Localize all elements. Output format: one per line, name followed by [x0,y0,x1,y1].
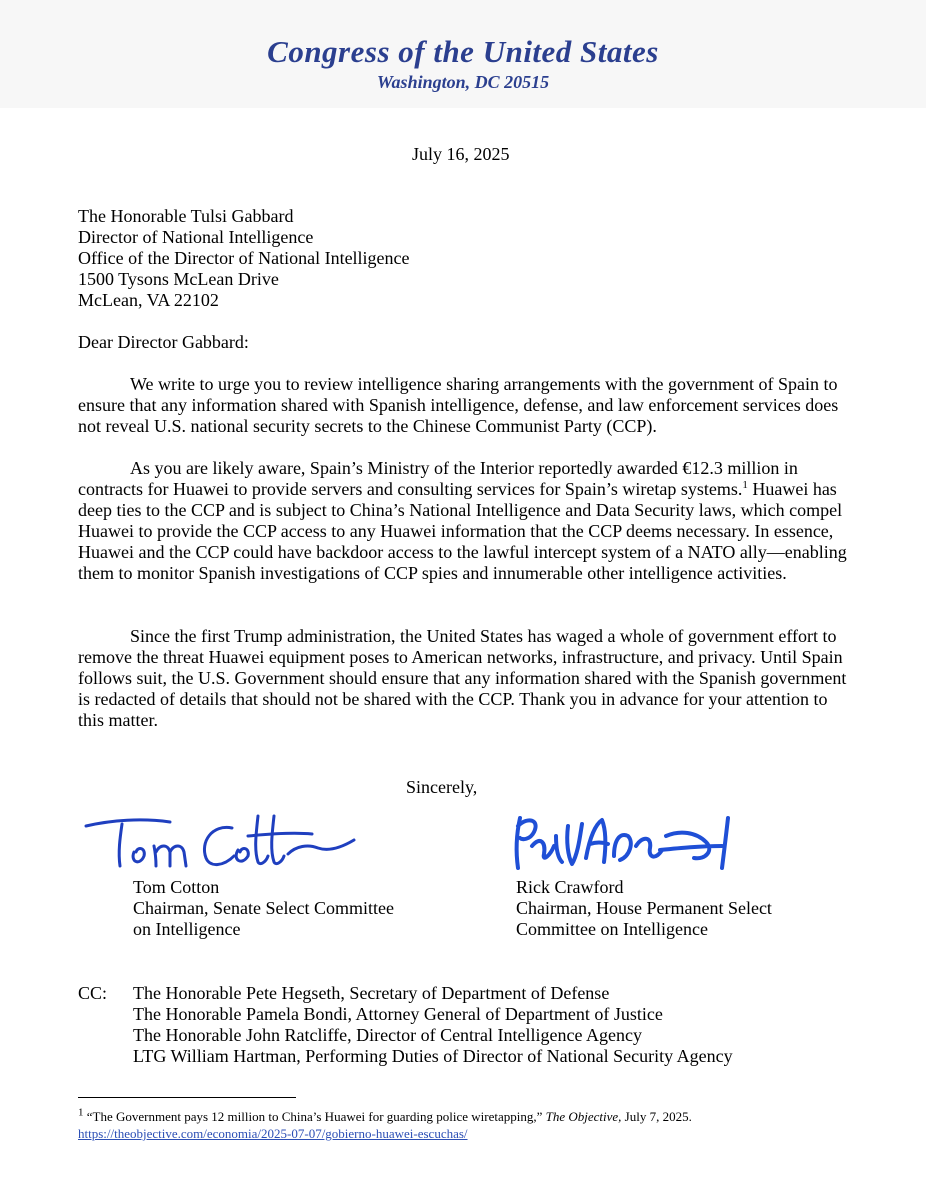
paragraph-text: As you are likely aware, Spain’s Ministry of the Interior reportedly awarded €12.3 million in contracts for Huawei to provide servers and consulting services for Spain’s wiretap systems. [78,458,798,499]
letterhead-subtitle: Washington, DC 20515 [376,72,550,92]
footnote-marker: 1 [78,1106,84,1119]
cc-label: CC: [78,983,108,1003]
signatory-title: Chairman, House Permanent Select [516,898,772,918]
footnote-text: “The Government pays 12 million to China’s Huawei for guarding police wiretapping,” [83,1109,546,1124]
signature-cotton-image [82,806,362,876]
salutation: Dear Director Gabbard: [78,332,249,352]
letterhead [0,0,926,108]
signatory-name: Tom Cotton [133,877,220,897]
signatory-title: Committee on Intelligence [516,919,708,939]
recipient-line: Office of the Director of National Intelligence [78,248,410,268]
closing: Sincerely, [406,777,478,797]
recipient-line: 1500 Tysons McLean Drive [78,269,279,289]
cc-item: The Honorable John Ratcliffe, Director of Central Intelligence Agency [133,1025,642,1045]
footnote-divider [78,1097,296,1098]
body-paragraph-3: Since the first Trump administration, the United States has waged a whole of government effort to remove the threat Huawei equipment poses to American networks, infrastructure, and privacy. Until Spain follows suit, the U.S. Government should ensure that any information shared with the Spanish government is redacted of details that should not be shared with the CCP. Thank you in advance for your attention to this matter. [78,626,847,730]
recipient-line: McLean, VA 22102 [78,290,219,310]
letter-date: July 16, 2025 [412,144,510,164]
signatory-name: Rick Crawford [516,877,624,897]
cc-item: LTG William Hartman, Performing Duties of Director of National Security Agency [133,1046,733,1066]
body-paragraph-1: We write to urge you to review intelligence sharing arrangements with the government of Spain to ensure that any information shared with Spanish intelligence, defense, and law enforcement services does not reveal U.S. national security secrets to the Chinese Communist Party (CCP). [78,374,839,436]
cc-item: The Honorable Pamela Bondi, Attorney General of Department of Justice [133,1004,663,1024]
footnote-citation [78,1108,858,1125]
footnote-reference[interactable]: 1 [742,479,748,491]
body-paragraph-2 [78,458,856,584]
footnote-date: July 7, 2025. [621,1109,692,1124]
signatory-title: on Intelligence [133,919,241,939]
footnote [78,1108,858,1142]
footnote-publication: The Objective, [545,1109,622,1124]
paragraph-text: Huawei has deep ties to the CCP and is subject to China’s National Intelligence and Data Security laws, which compel Huawei to provide the CCP access to any Huawei information that the CCP deems necessary. In essence, Huawei and the CCP could have backdoor access to the lawful intercept system of a NATO ally—enabling them to monitor Spanish investigations of CCP spies and innumerable other intelligence activities. [78,479,847,583]
recipient-line: Director of National Intelligence [78,227,314,247]
cc-item: The Honorable Pete Hegseth, Secretary of Department of Defense [133,983,610,1003]
footnote-link[interactable]: https://theobjective.com/economia/2025-07-07/gobierno-huawei-escuchas/ [78,1126,468,1141]
recipient-line: The Honorable Tulsi Gabbard [78,206,294,226]
signature-crawford-image [510,806,760,878]
letterhead-title: Congress of the United States [267,34,659,69]
signatory-title: Chairman, Senate Select Committee [133,898,394,918]
cc-list [133,983,733,1067]
